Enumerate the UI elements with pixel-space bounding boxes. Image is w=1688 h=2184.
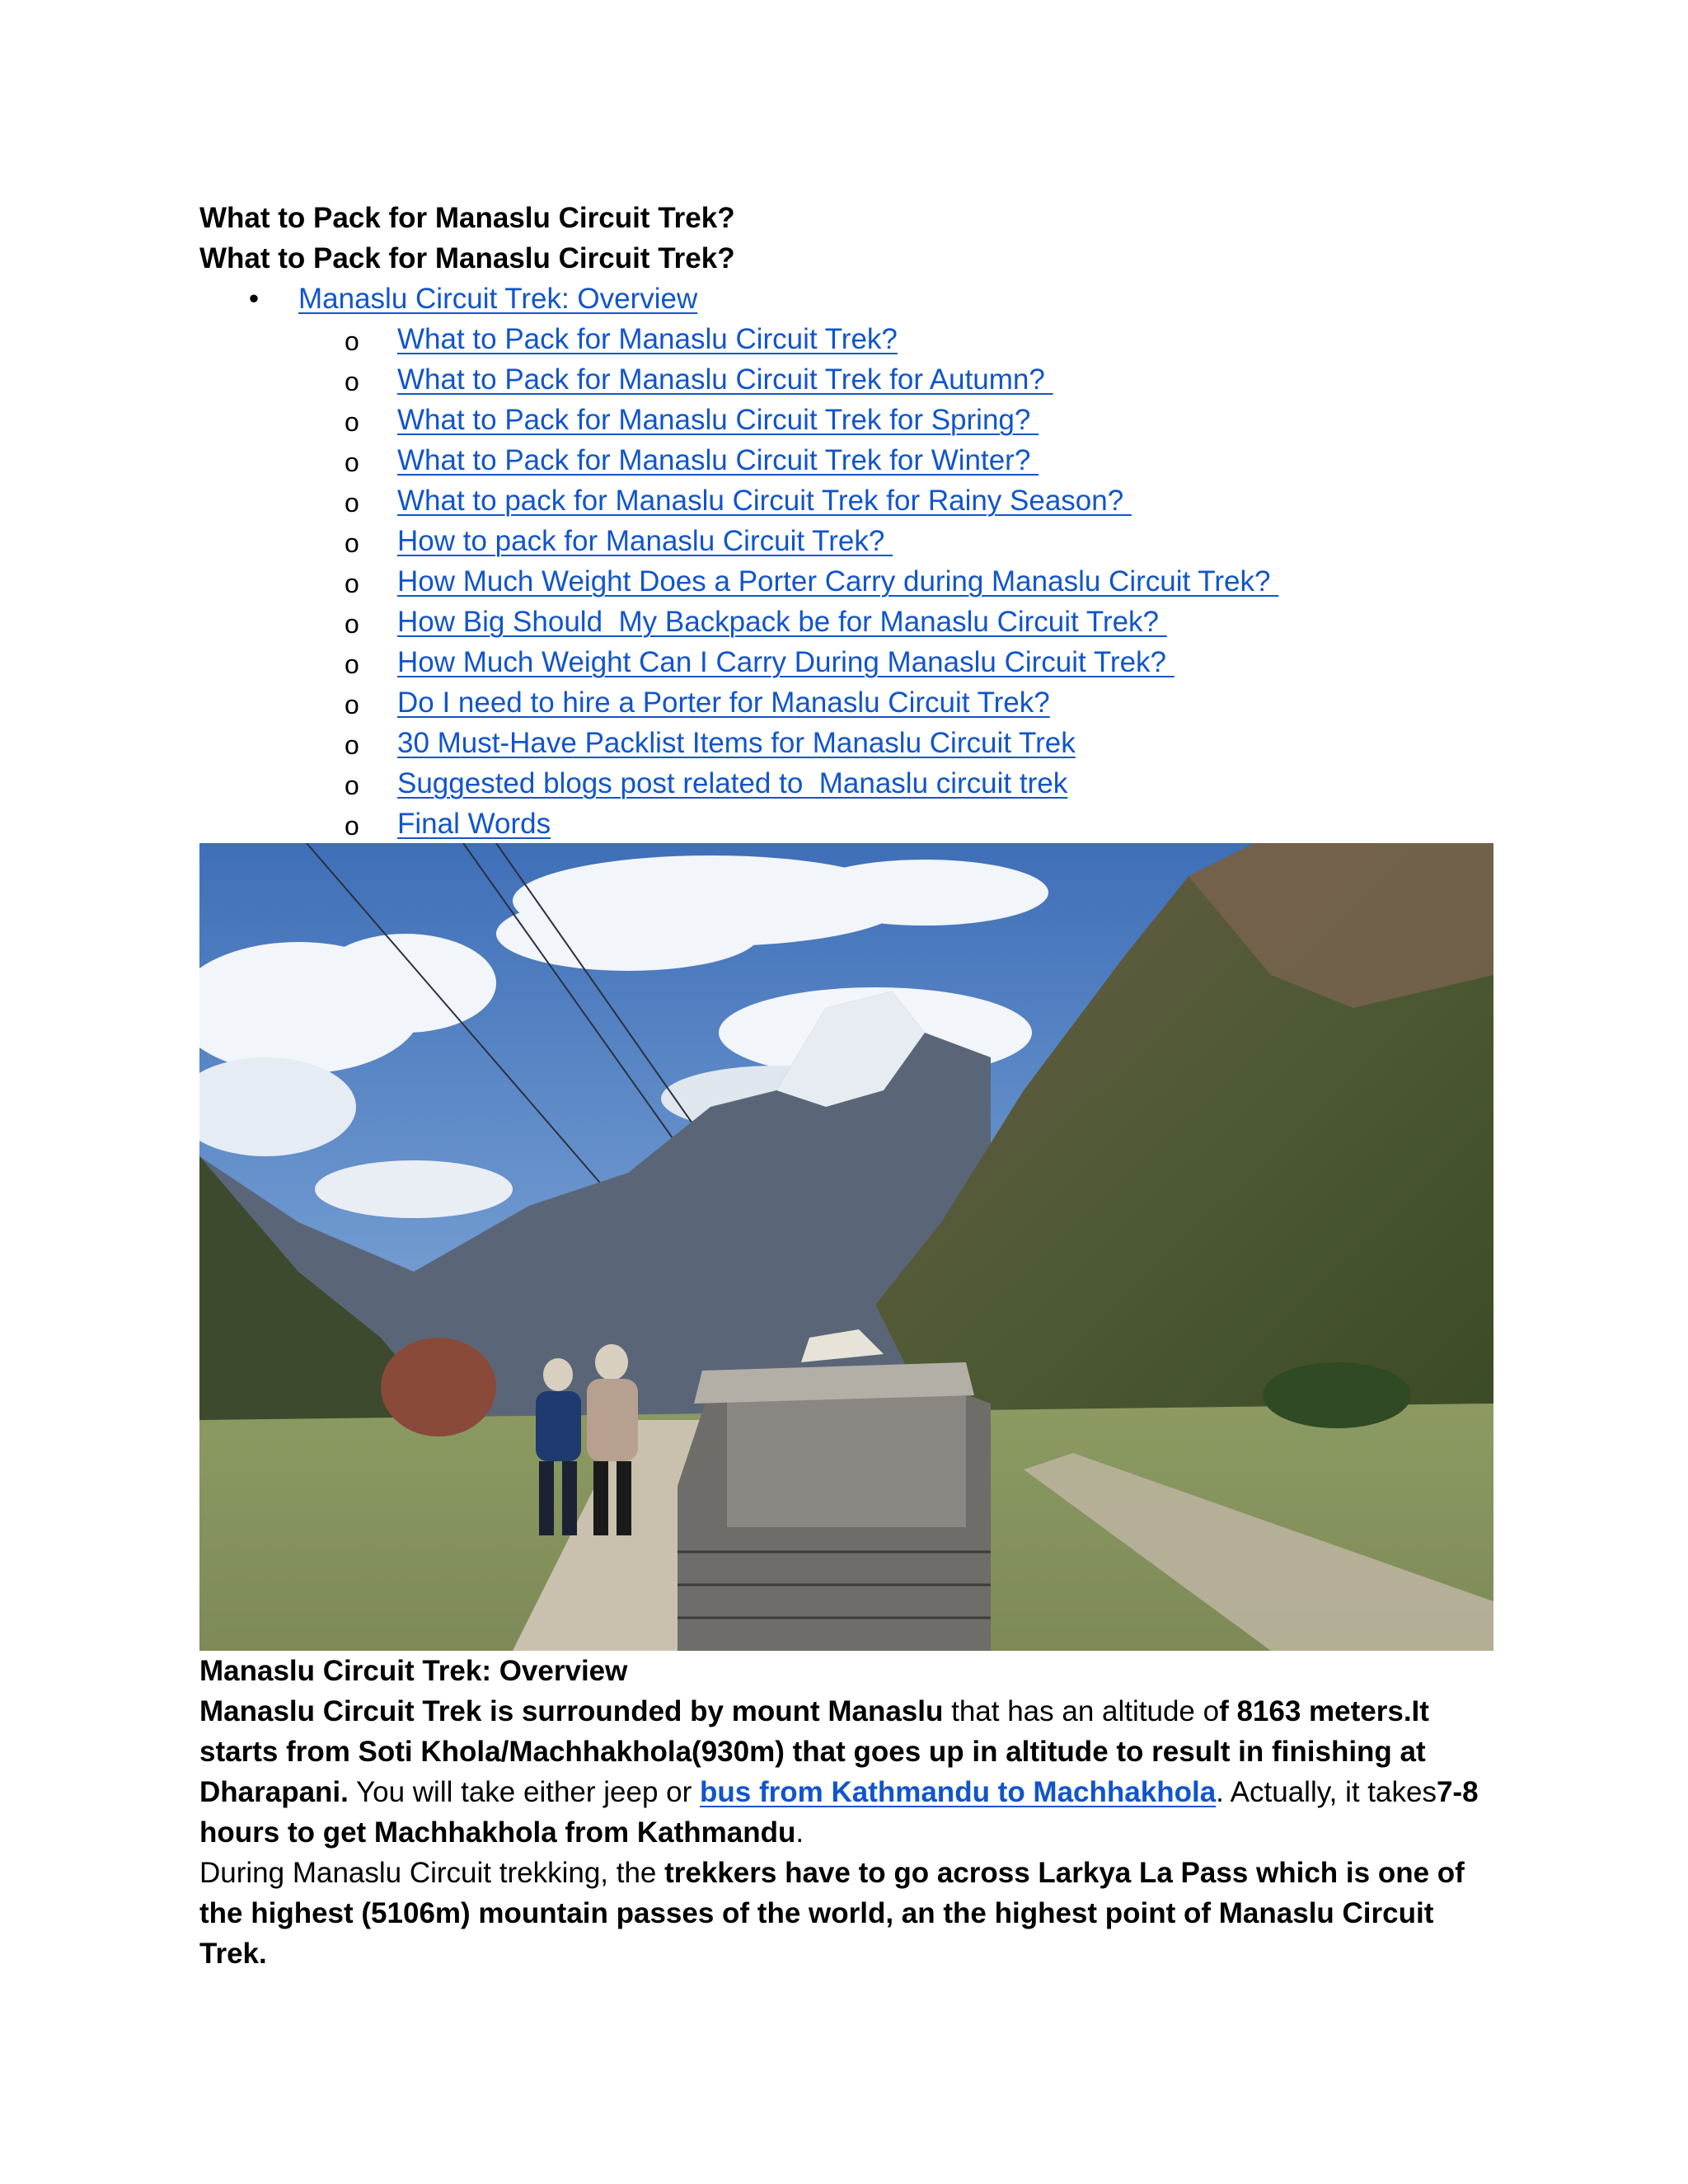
- bus-kathmandu-machhakhola-link[interactable]: bus from Kathmandu to Machhakhola: [700, 1776, 1217, 1808]
- text-regular: that has an altitude o: [943, 1695, 1220, 1727]
- toc-link-carry-weight[interactable]: How Much Weight Can I Carry During Manaslu Circuit Trek?: [397, 646, 1175, 678]
- toc-subitem: [199, 400, 1493, 440]
- sub-bullet-marker: o: [345, 367, 359, 396]
- toc-link-overview[interactable]: Manaslu Circuit Trek: Overview: [298, 283, 698, 315]
- text-bold: trekkers have to go across Larkya La Pass which is one of the highest (5106m) mountain passes of the world, an the highest point of Manaslu Circuit Trek.: [199, 1857, 1465, 1970]
- toc-item-overview: [199, 279, 1493, 319]
- toc-link-packlist-items[interactable]: 30 Must-Have Packlist Items for Manaslu Circuit Trek: [397, 727, 1076, 759]
- overview-paragraph-2: [199, 1853, 1493, 1974]
- toc-link-autumn[interactable]: What to Pack for Manaslu Circuit Trek for Autumn?: [397, 363, 1053, 396]
- shrub-shape: [1263, 1362, 1411, 1428]
- trek-photo: [199, 843, 1493, 1651]
- tree-shape: [381, 1338, 496, 1436]
- bullet-marker: •: [248, 283, 260, 315]
- sub-bullet-marker: o: [345, 569, 359, 598]
- text-regular: . Actually, it takes: [1216, 1776, 1437, 1808]
- text-bold: 7-8 hours to get Machhakhola from Kathmandu: [199, 1776, 1479, 1849]
- toc-subitem: [199, 804, 1493, 844]
- sub-bullet-marker: o: [345, 528, 359, 558]
- toc-link-winter[interactable]: What to Pack for Manaslu Circuit Trek for Winter?: [397, 444, 1039, 476]
- toc-subitem: [199, 723, 1493, 763]
- document-subtitle: What to Pack for Manaslu Circuit Trek?: [199, 242, 735, 274]
- toc-link-final-words[interactable]: Final Words: [397, 808, 551, 840]
- toc-subitem: [199, 682, 1493, 723]
- sub-bullet-marker: o: [345, 649, 359, 679]
- toc-subitem: [199, 319, 1493, 359]
- sub-bullet-marker: o: [345, 811, 359, 841]
- toc-link-rainy-season[interactable]: What to pack for Manaslu Circuit Trek for Rainy Season?: [397, 485, 1132, 517]
- sub-bullet-marker: o: [345, 609, 359, 639]
- sub-bullet-marker: o: [345, 407, 359, 437]
- sub-bullet-marker: o: [345, 326, 359, 356]
- stone-chorten-shape: [678, 1329, 991, 1651]
- document-content: [199, 198, 1493, 1974]
- overview-paragraph-1: [199, 1691, 1493, 1853]
- toc-link-hire-porter[interactable]: Do I need to hire a Porter for Manaslu Circuit Trek?: [397, 687, 1050, 719]
- toc-link-how-to-pack[interactable]: How to pack for Manaslu Circuit Trek?: [397, 525, 893, 557]
- toc-link-suggested-blogs[interactable]: Suggested blogs post related to Manaslu circuit trek: [397, 767, 1068, 799]
- text-bold: f 8163 meters.It starts from Soti Khola/Machhakhola(930m) that goes up in altitude to result in finishing at Dharapani.: [199, 1695, 1429, 1808]
- sub-bullet-marker: o: [345, 488, 359, 518]
- sub-bullet-marker: o: [345, 690, 359, 719]
- toc-link-backpack-size[interactable]: How Big Should My Backpack be for Manaslu Circuit Trek?: [397, 606, 1167, 638]
- table-of-contents: [199, 279, 1493, 844]
- toc-subitem: [199, 440, 1493, 480]
- text-regular: During Manaslu Circuit trekking, the: [199, 1857, 665, 1889]
- overview-heading: Manaslu Circuit Trek: Overview: [199, 1655, 628, 1687]
- toc-subitem: [199, 561, 1493, 602]
- text-regular: .: [795, 1816, 804, 1849]
- toc-subitem: [199, 359, 1493, 400]
- sub-bullet-marker: o: [345, 730, 359, 760]
- sub-bullet-marker: o: [345, 771, 359, 800]
- document-title: What to Pack for Manaslu Circuit Trek?: [199, 202, 735, 234]
- toc-link-porter-weight[interactable]: How Much Weight Does a Porter Carry during Manaslu Circuit Trek?: [397, 565, 1279, 598]
- toc-link-what-to-pack[interactable]: What to Pack for Manaslu Circuit Trek?: [397, 323, 898, 355]
- sub-bullet-marker: o: [345, 448, 359, 477]
- toc-link-spring[interactable]: What to Pack for Manaslu Circuit Trek for Spring?: [397, 404, 1039, 436]
- text-regular: You will take either jeep or: [348, 1776, 700, 1808]
- text-bold: Manaslu Circuit Trek is surrounded by mount Manaslu: [199, 1695, 944, 1727]
- toc-subitem: [199, 480, 1493, 521]
- toc-subitem: [199, 642, 1493, 682]
- toc-subitem: [199, 602, 1493, 642]
- toc-subitem: [199, 763, 1493, 804]
- toc-subitem: [199, 521, 1493, 561]
